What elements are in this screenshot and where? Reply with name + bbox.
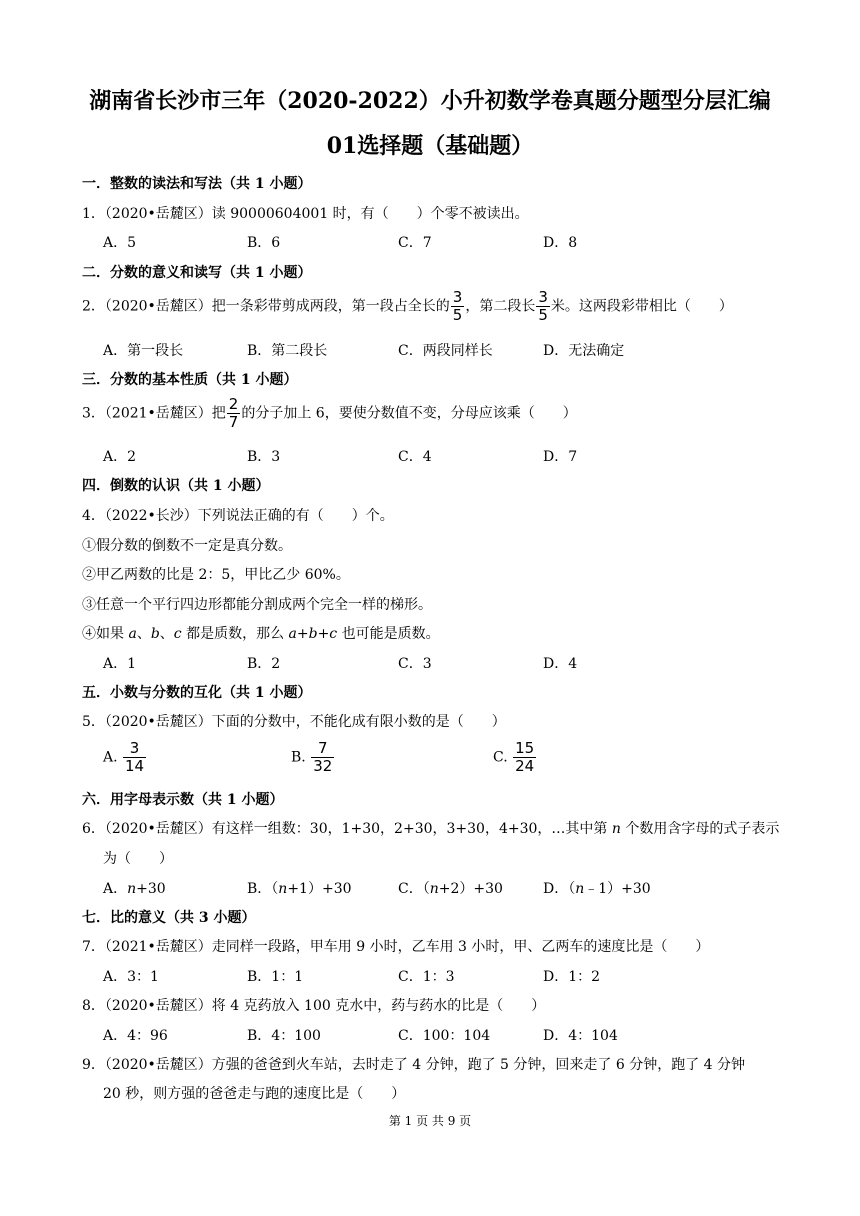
q6-var-n: n [611, 821, 621, 837]
q7-option-c: C．1：3 [398, 969, 455, 985]
section-heading-5: 五．小数与分数的互化（共 1 小题） [82, 685, 312, 701]
q5-option-a-denominator: 14 [125, 757, 145, 775]
q1-option-c: C．7 [398, 235, 432, 251]
section-heading-4: 四．倒数的认识（共 1 小题） [82, 478, 270, 494]
q2-fraction-2-denominator: 5 [538, 306, 548, 324]
q6-option-a-post: +30 [136, 881, 166, 897]
q6-option-c [398, 878, 503, 898]
q2-text-mid: ，第二段长 [465, 298, 536, 315]
question-3 [82, 396, 577, 431]
q4-s4-pre: ④如果 [82, 626, 129, 642]
q6-option-b-pre: B．（ [247, 881, 279, 897]
q6-text-pre: 6．（2020•岳麓区）有这样一组数：30，1+30，2+30，3+30，4+30，…其中第 [82, 821, 612, 837]
q4-statement-3: ③任意一个平行四边形都能分割成两个完全一样的梯形。 [82, 597, 432, 613]
q6-option-a-pre: A． [103, 881, 128, 897]
question-4: 4．（2022•长沙）下列说法正确的有（ ）个。 [82, 508, 394, 524]
q4-sep-2: 、 [159, 626, 174, 642]
q2-text-post: 米。这两段彩带相比（ ） [550, 298, 733, 315]
q2-fraction-1-numerator: 3 [452, 288, 463, 306]
q3-fraction-denominator: 7 [228, 413, 239, 431]
q3-text-pre: 3．（2021•岳麓区）把 [82, 405, 226, 422]
q5-option-c-fraction [513, 740, 536, 775]
q2-text-pre: 2．（2020•岳麓区）把一条彩带剪成两段，第一段占全长的 [82, 298, 450, 315]
q5-option-a-label: A. [103, 749, 118, 766]
q4-statement-2: ②甲乙两数的比是 2：5，甲比乙少 60%。 [82, 567, 350, 583]
q1-option-d: D．8 [543, 235, 578, 251]
section-heading-7: 七．比的意义（共 3 小题） [82, 910, 256, 926]
q6-option-d [543, 878, 651, 898]
q2-fraction-1-denominator: 5 [452, 306, 463, 324]
q5-option-c-denominator: 24 [515, 757, 535, 775]
q2-fraction-2-numerator: 3 [538, 288, 548, 306]
q4-option-c: C．3 [398, 656, 432, 672]
question-1: 1．（2020•岳麓区）读 90000604001 时，有（ ）个零不被读出。 [82, 206, 529, 222]
question-2 [82, 289, 733, 324]
q1-option-b: B．6 [247, 235, 281, 251]
q6-option-c-var: n [429, 881, 439, 897]
q2-option-c: C．两段同样长 [398, 343, 493, 359]
question-7: 7．（2021•岳麓区）走同样一段路，甲车用 9 小时，乙车用 3 小时，甲、乙两车的速度比是（ ） [82, 939, 710, 955]
q5-option-c [493, 740, 537, 775]
q5-option-a [103, 740, 147, 775]
q5-option-c-label: C. [493, 749, 508, 766]
q7-option-d: D．1：2 [543, 969, 601, 985]
q6-option-d-pre: D．（ [543, 881, 576, 897]
q3-option-a: A．2 [103, 449, 137, 465]
question-6 [82, 818, 779, 838]
title-line-1: 湖南省长沙市三年（2020-2022）小升初数学卷真题分题型分层汇编 [89, 88, 771, 114]
section-heading-2: 二．分数的意义和读写（共 1 小题） [82, 265, 312, 281]
q2-fraction-1 [451, 289, 465, 324]
page-footer: 第 1 页 共 9 页 [388, 1114, 472, 1128]
q2-option-d: D．无法确定 [543, 343, 625, 359]
q4-sep-1: 、 [136, 626, 151, 642]
q4-option-b: B．2 [247, 656, 281, 672]
q4-s4-mid: 都是质数，那么 [181, 626, 289, 642]
q4-var-b: b [150, 626, 160, 642]
q4-expression: a+b+c [288, 626, 338, 642]
q8-option-d: D．4：104 [543, 1028, 618, 1044]
q3-option-b: B．3 [247, 449, 281, 465]
question-5: 5．（2020•岳麓区）下面的分数中，不能化成有限小数的是（ ） [82, 714, 506, 730]
q5-option-a-numerator: 3 [129, 739, 140, 757]
q4-statement-1: ①假分数的倒数不一定是真分数。 [82, 538, 292, 554]
q5-option-b [291, 740, 335, 775]
q4-var-a: a [128, 626, 137, 642]
q3-fraction-numerator: 2 [228, 395, 239, 413]
q8-option-a: A．4：96 [103, 1028, 168, 1044]
q3-fraction [227, 396, 241, 431]
q4-option-a: A．1 [103, 656, 137, 672]
q6-option-d-var: n [575, 881, 585, 897]
q8-option-c: C．100：104 [398, 1028, 491, 1044]
q4-var-c: c [173, 626, 182, 642]
q6-option-d-post: ﹣1）+30 [584, 881, 651, 897]
question-8: 8．（2020•岳麓区）将 4 克药放入 100 克水中，药与药水的比是（ ） [82, 998, 546, 1014]
q6-option-b-post: +1）+30 [287, 881, 352, 897]
q5-option-c-numerator: 15 [515, 739, 535, 757]
q4-option-d: D．4 [543, 656, 578, 672]
q3-option-d: D．7 [543, 449, 578, 465]
q8-option-b: B．4：100 [247, 1028, 321, 1044]
q3-text-post: 的分子加上 6，要使分数值不变，分母应该乘（ ） [241, 405, 577, 422]
q5-option-b-denominator: 32 [313, 757, 333, 775]
q2-option-a: A．第一段长 [103, 343, 184, 359]
q2-fraction-2 [536, 289, 550, 324]
q5-option-a-fraction [123, 740, 146, 775]
q5-option-b-label: B. [291, 749, 306, 766]
q6-option-c-pre: C．（ [398, 881, 430, 897]
q6-line-2: 为（ ） [103, 851, 173, 867]
q7-option-a: A．3：1 [103, 969, 159, 985]
question-9: 9．（2020•岳麓区）方强的爸爸到火车站，去时走了 4 分钟，跑了 5 分钟，回来走了 6 分钟，跑了 4 分钟 [82, 1057, 746, 1073]
section-heading-3: 三．分数的基本性质（共 1 小题） [82, 372, 298, 388]
q9-line-2: 20 秒，则方强的爸爸走与跑的速度比是（ ） [103, 1086, 406, 1102]
q5-option-b-fraction [311, 740, 334, 775]
section-heading-1: 一．整数的读法和写法（共 1 小题） [82, 176, 312, 192]
q6-option-a [103, 878, 166, 898]
q4-statement-4 [82, 623, 440, 643]
q4-s4-post: 也可能是质数。 [337, 626, 440, 642]
q6-option-a-var: n [127, 881, 137, 897]
q6-text-post: 个数用含字母的式子表示 [620, 821, 780, 837]
q6-option-b-var: n [278, 881, 288, 897]
q2-option-b: B．第二段长 [247, 343, 328, 359]
title-line-2: 01选择题（基础题） [326, 133, 534, 159]
q3-option-c: C．4 [398, 449, 432, 465]
q1-option-a: A．5 [103, 235, 137, 251]
q5-option-b-numerator: 7 [317, 739, 328, 757]
section-heading-6: 六．用字母表示数（共 1 小题） [82, 792, 284, 808]
q6-option-c-post: +2）+30 [438, 881, 503, 897]
q7-option-b: B．1：1 [247, 969, 304, 985]
q6-option-b [247, 878, 352, 898]
